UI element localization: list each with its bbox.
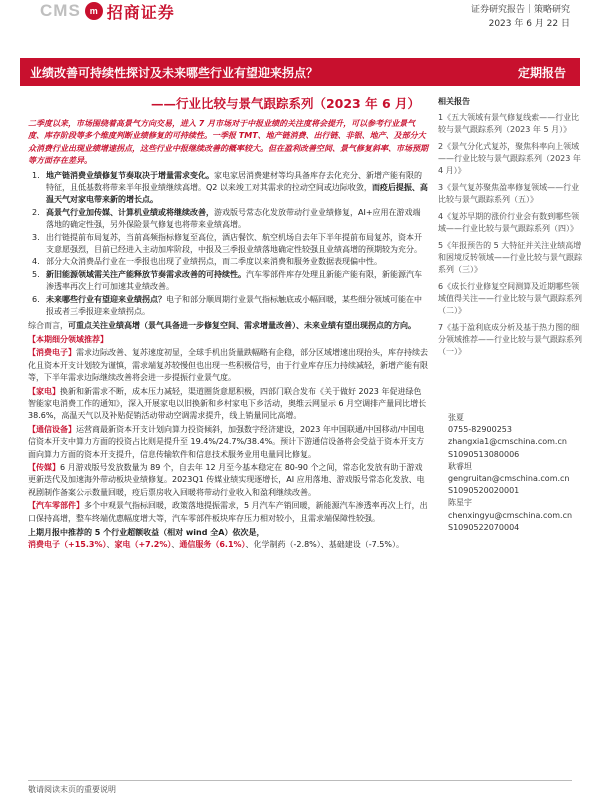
company-logo xyxy=(40,0,175,22)
related-report-link[interactable]: 2《景气分化式复苏，聚焦科率向上领域——行业比较与景气跟踪系列（2023 年 4 月）》 xyxy=(438,142,581,175)
recommendation-paragraph xyxy=(28,386,428,423)
pick-separator: 、 xyxy=(106,540,115,550)
summary-bold: 可重点关注业绩高增（景气具备进一步修复空间、需求增量改善）、未来业绩有望出现拐点的方向。 xyxy=(68,320,416,330)
key-point xyxy=(28,232,428,257)
sector-tag: 【通信设备】 xyxy=(28,424,76,434)
page-header xyxy=(0,0,600,34)
analyst-name: 陈星宇 xyxy=(448,498,472,508)
analyst-email[interactable]: chenxingyu@cmschina.com.cn xyxy=(448,510,573,520)
pick-separator: 、 xyxy=(320,540,329,550)
pick-item: 家电（+7.2%） xyxy=(114,540,172,550)
key-point-text: 家电家居消费建材等均具备库存去化充分、新增产能有限的特征，且低基数将带来半年报业绩继续高增。Q2 以来竣工对其需求的拉动空间或边际收敛， xyxy=(46,170,422,193)
header-meta xyxy=(471,3,570,31)
key-point-number: 4. xyxy=(32,257,40,267)
pick-separator: 、 xyxy=(245,540,254,550)
key-point-bold: 地产链消费业绩修复节奏取决于增量需求变化。 xyxy=(46,170,214,180)
pick-item: 基础建设（-7.5%） xyxy=(328,540,396,550)
related-report-link[interactable]: 6《成长行业修复空间测算及近期哪些领域值得关注——行业比较与景气跟踪系列（二）》 xyxy=(438,282,582,315)
key-point-text: 出行链提前布局复苏，当前高频指标修复至高位，酒店餐饮、航空机场自去年下半年提前布局复苏，资本开支意愿强烈，目前已经进入主动加库阶段，中报及三季报业绩落地确定性较强且业绩高增的预期较为充分。 xyxy=(46,232,422,255)
title-banner xyxy=(20,58,580,86)
analyst-contacts xyxy=(448,412,572,534)
key-point-text: 汽车零部件库存处理且新能产能有限，新能源汽车渗透率再次上行可加速其业绩改善。 xyxy=(46,269,422,292)
summary-paragraph xyxy=(28,320,428,332)
key-point-number: 6. xyxy=(32,294,40,304)
report-date: 2023 年 6 月 22 日 xyxy=(488,19,570,29)
sector-text: 换新和新需求不断，成本压力减轻，渠道圈货意愿积极，四部门联合发布《关于做好 2023 年促进绿色智能家电消费工作的通知》，深入开展家电以旧换新和乡村家电下乡活动，奥维云网显示 6 月空调排产量同比增长 38.6%，高温天气以及补贴促销活动带动空调需求提升，线上销量同比高增。 xyxy=(28,386,427,421)
report-subtitle: ——行业比较与景气跟踪系列（2023 年 6 月） xyxy=(150,96,420,111)
analyst-cert: S1090513080006 xyxy=(448,449,520,459)
key-point-text: 部分大众消费品行业在一季报也出现了业绩拐点，而二季度以来消费和服务业数据表现偏中性。 xyxy=(46,257,382,267)
key-point-text: 游戏版号常态化发放带动行业业绩修复，AI+应用在游戏端落地的确定性强，另外保险景气修复也将带来业绩高增。 xyxy=(46,207,421,230)
sector-tag: 【家电】 xyxy=(28,386,60,396)
related-report-link[interactable]: 4《复苏早期的涨价行业会有数到哪些领域——行业比较与景气跟踪系列（四）》 xyxy=(438,212,580,233)
sector-text: 多个中观景气指标回暖，政策落地提振需求，5 月汽车产销回暖，新能源汽车渗透率再次上行，出口保持高增，整车终端优惠幅度增大等，汽车零部件板块库存压力相对较小，且需求端保障性较强。 xyxy=(28,501,428,523)
sector-tag: 【消费电子】 xyxy=(28,348,76,358)
key-point xyxy=(28,207,428,232)
key-point-text: 电子和部分顺周期行业景气指标触底或小幅回暖，某些细分领域可能在中报或者三季报迎来业绩拐点。 xyxy=(46,294,422,317)
report-type: 定期报告 xyxy=(517,66,566,80)
key-point-number: 3. xyxy=(32,232,40,242)
sector-text: 6 月游戏版号发放数量为 89 个，自去年 12 月至今基本稳定在 80-90 个之间，常态化发放有助于游戏更新迭代及加速海外带动板块业绩修复。2023Q1 传媒业绩实现逐增长，AI 应用落地、游戏版号常态化发放、电视剧制作备案公示数量回暖，疫后票房收入回暖将带动行业收入和盈利继续改善。 xyxy=(28,462,425,497)
related-report-link[interactable]: 3《景气复苏聚焦盈率修复领域——行业比较与景气跟踪系列（五）》 xyxy=(438,183,580,204)
related-report-link[interactable]: 1《五大领域有景气修复线索——行业比较与景气跟踪系列（2023 年 5 月）》 xyxy=(438,113,580,134)
related-report-link[interactable]: 5《年报预告的 5 大特征并关注业绩高增和困境反转领域——行业比较与景气跟踪系列（三）》 xyxy=(438,241,582,274)
pick-item: 化学制药（-2.8%） xyxy=(253,540,321,550)
key-point-number: 2. xyxy=(32,207,40,217)
report-category: 证券研究报告｜策略研究 xyxy=(470,5,570,15)
key-point xyxy=(28,269,428,294)
pick-end: 。 xyxy=(395,540,404,550)
recommendation-paragraph xyxy=(28,500,428,525)
main-content xyxy=(28,118,428,552)
footer-disclaimer: 敬请阅读末页的重要说明 xyxy=(28,785,116,794)
key-point-bold: 高景气行业加传媒、计算机业绩或将继续改善， xyxy=(46,207,214,217)
analyst-phone: 0755-82900253 xyxy=(448,425,512,435)
key-point-bold-end: 而疫后提振、高温天气对家电带来新的增长点。 xyxy=(46,183,428,205)
picks-title: 上期月报中推荐的 5 个行业超额收益（相对 wind 全A）依次是， xyxy=(28,528,265,537)
sector-text: 运营商最新资本开支计划向算力投资倾斜，加强数字经济建设，2023 年中国联通/中国移动/中国电信资本开支中算力方面的投资占比则是提升至 19.4%/24.7%/38.4%。预计下游通信设备将会受益于资本开支方面向算力方面的资本开支提升，信息传输软件和信息技术服务业用电量同比修复。 xyxy=(28,424,425,459)
logo-text: CMS xyxy=(40,1,81,20)
key-points-list xyxy=(28,170,428,319)
key-point-number: 5. xyxy=(32,269,40,279)
related-reports-title: 相关报告 xyxy=(438,97,470,106)
recommendation-paragraph xyxy=(28,424,428,461)
logo-seal-icon: m xyxy=(85,2,103,20)
logo-chinese-name: 招商证券 xyxy=(106,2,175,22)
recommendation-paragraph xyxy=(28,462,428,499)
pick-separator: 、 xyxy=(171,540,180,550)
analyst-cert: S1090520020001 xyxy=(448,486,520,496)
sector-tag: 【汽车零部件】 xyxy=(28,501,84,511)
related-report-link[interactable]: 7《基于盈利底成分析及基于热力图的细分领域推荐——行业比较与景气跟踪系列（一）》 xyxy=(438,323,582,356)
key-point-bold: 新旧能源领域需关注产能释放节奏需求改善的可持续性。 xyxy=(46,269,246,279)
key-point-bold: 未来哪些行业有望迎来业绩拐点？ xyxy=(46,294,166,304)
pick-item: 通信服务（6.1%） xyxy=(179,540,246,550)
analyst-cert: S1090522070004 xyxy=(448,522,520,532)
sector-text: 需求边际改善、复苏速度初显，全球手机出货量跌幅略有企稳，部分区域增速出现抬头，库存持续去化且资本开支计划较为谨慎，需求端复苏较慢但也出现一些积极信号，由于行业库存压力持续减轻，新增产能有限等，下半年需求边际继续改善将会进一步提振行业景气度。 xyxy=(28,348,428,383)
section-label: 【本期细分领域推荐】 xyxy=(28,334,108,344)
lead-paragraph: 二季度以来，市场围绕着高景气方向交易，进入 7 月市场对于中报业绩的关注度将会提升，可以参考行业景气度、库存阶段等多个维度判断业绩修复的可持续性。一季报 TMT、地产链消费、出行链、非银、地产、及部分大众消费行业出现业绩增速拐点，这些行业中报继续改善的概率较大。但在盈利改善空间、景气修复斜率、市场预期等方面存在差异。 xyxy=(28,119,428,166)
recommendation-paragraph xyxy=(28,347,428,384)
summary-start: 综合而言， xyxy=(28,320,68,330)
footer-divider xyxy=(28,780,572,781)
key-point xyxy=(28,256,428,268)
pick-item: 消费电子（+15.3%） xyxy=(28,540,107,550)
analyst-email[interactable]: gengruitan@cmschina.com.cn xyxy=(448,474,570,484)
key-point xyxy=(28,170,428,207)
analyst-email[interactable]: zhangxia1@cmschina.com.cn xyxy=(448,437,567,447)
key-point-number: 1. xyxy=(32,170,40,180)
picks-line xyxy=(28,539,428,551)
sector-tag: 【传媒】 xyxy=(28,462,60,472)
key-point xyxy=(28,294,428,319)
analyst-name: 张夏 xyxy=(448,413,464,422)
recommendation-list xyxy=(28,347,428,525)
analyst-name: 耿睿坦 xyxy=(448,461,472,471)
sidebar xyxy=(438,96,586,363)
report-title: 业绩改善可持续性探讨及未来哪些行业有望迎来拐点？ xyxy=(30,66,319,80)
